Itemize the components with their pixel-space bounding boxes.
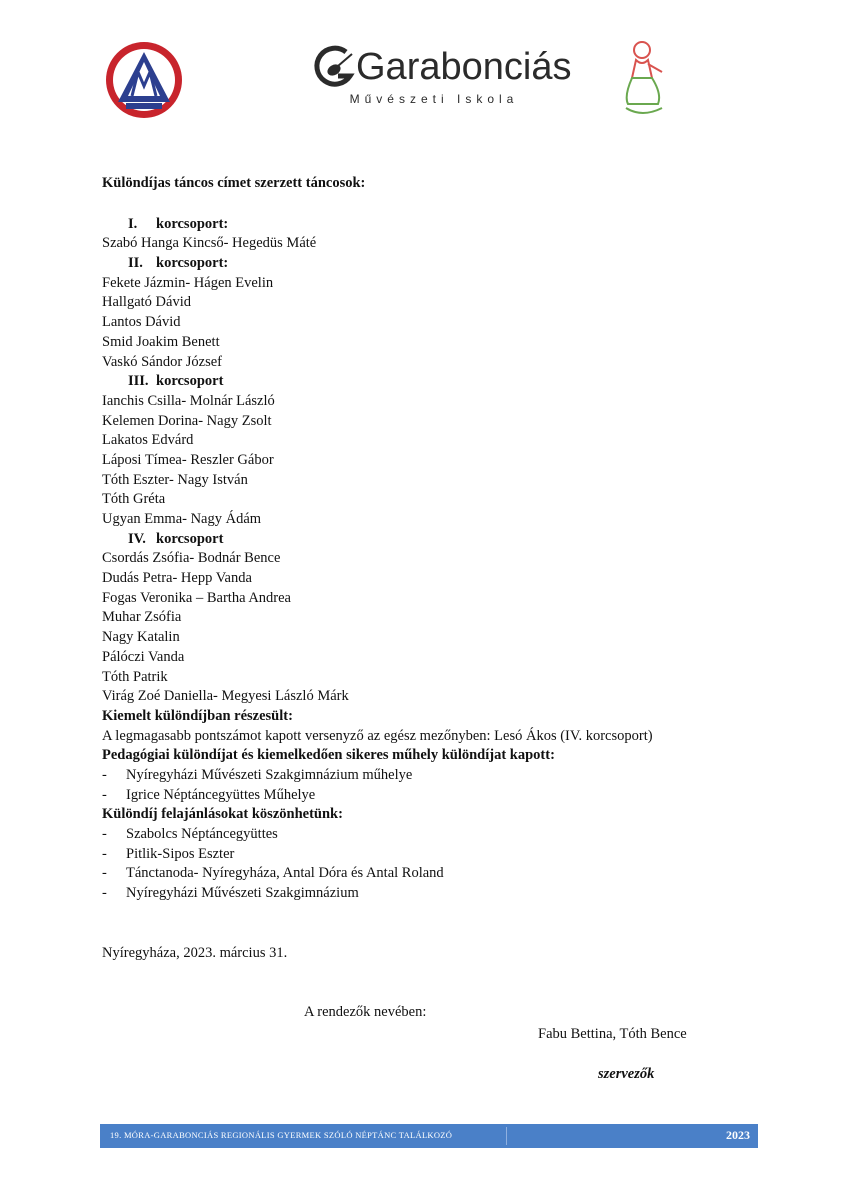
footer-bar (100, 1124, 758, 1148)
highlight-heading: Kiemelt különdíjban részesült: (102, 707, 293, 724)
footer-divider (506, 1127, 507, 1145)
list-item: - Nyíregyházi Művészeti Szakgimnázium műhelye (102, 766, 413, 783)
list-item: - Igrice Néptáncegyüttes Műhelye (102, 786, 316, 803)
dancer-entry: Tóth Patrik (102, 668, 168, 685)
on-behalf-line: A rendezők nevében: (304, 1004, 427, 1020)
folk-dancer-logo (618, 38, 674, 122)
organizer-names: Fabu Bettina, Tóth Bence (538, 1026, 687, 1042)
dancer-entry: Muhar Zsófia (102, 609, 182, 626)
dancer-entry: Fogas Veronika – Bartha Andrea (102, 589, 291, 606)
list-item: - Tánctanoda- Nyíregyháza, Antal Dóra és Antal Roland (102, 865, 444, 882)
group-heading: IV. korcsoport (128, 530, 224, 547)
organizer-role: szervezők (598, 1066, 655, 1082)
thanks-heading: Különdíj felajánlásokat köszönhetünk: (102, 806, 343, 823)
fiddle-g-icon (312, 44, 358, 90)
dancer-entry: Lakatos Edvárd (102, 432, 194, 449)
document-body (102, 174, 762, 904)
dancer-entry: Fekete Jázmin- Hágen Evelin (102, 274, 274, 291)
dancer-entry: Lantos Dávid (102, 314, 181, 331)
dancer-entry: Kelemen Dorina- Nagy Zsolt (102, 412, 272, 429)
dancer-entry: Tóth Eszter- Nagy István (102, 471, 248, 488)
dancer-entry: Vaskó Sándor József (102, 353, 223, 370)
dancer-entry: Szabó Hanga Kincső- Hegedüs Máté (102, 235, 317, 252)
dancer-entry: Ianchis Csilla- Molnár László (102, 392, 275, 409)
dancer-entry: Hallgató Dávid (102, 294, 191, 311)
brand-subtitle: Művészeti Iskola (349, 92, 519, 106)
brand-name: Garabonciás (356, 46, 572, 88)
dancer-entry: Pálóczi Vanda (102, 648, 185, 665)
list-item: - Szabolcs Néptáncegyüttes (102, 826, 278, 842)
group-heading: III. korcsoport (128, 373, 224, 390)
footer-event-title: 19. MÓRA-GARABONCIÁS REGIONÁLIS GYERMEK SZÓLÓ NÉPTÁNC TALÁLKOZÓ (110, 1130, 453, 1140)
dancer-entry: Virág Zoé Daniella- Megyesi László Márk (102, 688, 349, 705)
date-line: Nyíregyháza, 2023. március 31. (102, 945, 288, 961)
school-emblem-logo (104, 40, 184, 120)
list-item: - Nyíregyházi Művészeti Szakgimnázium (102, 885, 359, 902)
letterhead (0, 0, 850, 140)
dancer-entry: Láposi Tímea- Reszler Gábor (102, 451, 274, 468)
dancer-entry: Ugyan Emma- Nagy Ádám (102, 511, 262, 527)
garabonciás-logo (312, 44, 572, 110)
dancer-entry: Nagy Katalin (102, 629, 180, 646)
dancer-entry: Dudás Petra- Hepp Vanda (102, 570, 252, 587)
pedagogy-heading: Pedagógiai különdíjat és kiemelkedően sikeres műhely különdíjat kapott: (102, 747, 555, 764)
dancer-entry: Smid Joakim Benett (102, 333, 220, 350)
group-heading: II. korcsoport: (128, 255, 229, 272)
dancer-entry: Tóth Gréta (102, 491, 166, 508)
group-heading: I. korcsoport: (128, 215, 229, 232)
dancer-entry: Csordás Zsófia- Bodnár Bence (102, 550, 281, 567)
list-item: - Pitlik-Sipos Eszter (102, 845, 235, 862)
document-title: Különdíjas táncos címet szerzett táncosok: (102, 175, 366, 191)
footer-year: 2023 (726, 1128, 750, 1142)
highlight-text: A legmagasabb pontszámot kapott versenyző az egész mezőnyben: Lesó Ákos (IV. korcsoport) (102, 727, 653, 744)
